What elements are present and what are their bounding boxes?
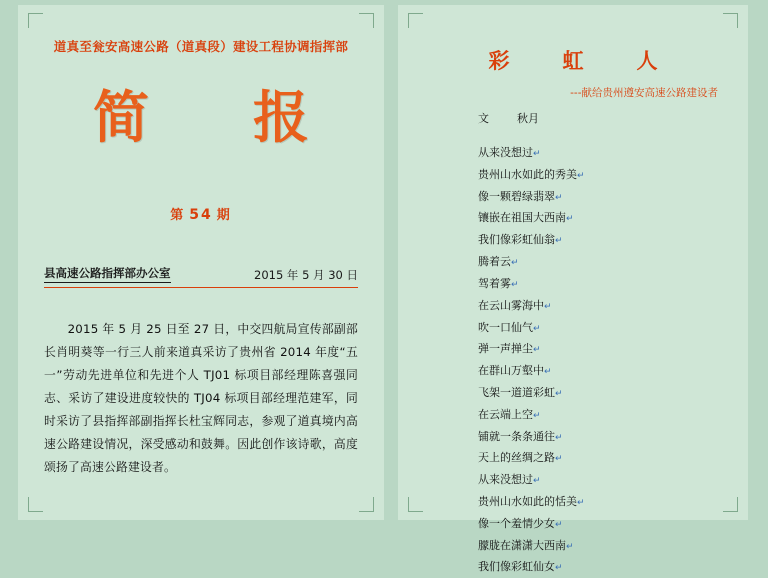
poem-line-text: 贵州山水如此的恬美 xyxy=(478,495,577,508)
poem-line-text: 天上的丝绸之路 xyxy=(478,451,555,465)
poem-line xyxy=(478,207,724,229)
poem-line xyxy=(478,295,724,317)
poem-line-text: 朦胧在潇潇大西南 xyxy=(478,538,566,552)
poem-line-text: 弹一声掸尘 xyxy=(478,342,533,356)
masthead-title: 道真至瓮安高速公路（道真段）建设工程协调指挥部 xyxy=(53,39,349,54)
poem-line xyxy=(478,186,724,208)
paragraph-mark-icon: ↵ xyxy=(533,345,541,356)
poem-line xyxy=(478,142,724,164)
author-name: 秋月 xyxy=(517,112,539,125)
poem-body xyxy=(422,142,724,578)
issue-line xyxy=(44,204,358,223)
poem-line-text: 在云端上空 xyxy=(478,407,533,421)
poem-line-text: 像一个羞情少女 xyxy=(478,516,555,530)
poem-subtitle: ---献给贵州遵安高速公路建设者 xyxy=(570,87,718,99)
paragraph-mark-icon: ↵ xyxy=(533,476,541,487)
poem-line-text: 在云山雾海中 xyxy=(478,298,544,312)
poem-line-text: 腾着云 xyxy=(478,255,511,269)
page-right xyxy=(398,5,748,574)
poem-line xyxy=(478,535,724,557)
paragraph-mark-icon: ↵ xyxy=(555,519,563,530)
poem-line xyxy=(478,426,724,448)
poem-line xyxy=(478,556,724,578)
paragraph-mark-icon: ↵ xyxy=(577,498,585,508)
paragraph-mark-icon: ↵ xyxy=(555,454,563,465)
crop-mark-top-right-icon xyxy=(723,13,738,28)
paragraph-mark-icon: ↵ xyxy=(511,279,519,290)
paragraph-mark-icon: ↵ xyxy=(511,258,519,269)
poem-line xyxy=(478,273,724,295)
page-gap xyxy=(384,0,398,525)
paragraph-mark-icon: ↵ xyxy=(555,192,563,203)
poem-line xyxy=(478,513,724,535)
poem-line-text: 像一颗碧绿翡翠 xyxy=(478,189,555,203)
paragraph-mark-icon: ↵ xyxy=(555,388,563,399)
crop-mark-bottom-left-icon xyxy=(28,497,43,512)
crop-mark-top-left-icon xyxy=(28,13,43,28)
author-label: 文 xyxy=(478,112,491,125)
poem-line-text: 驾着雾 xyxy=(478,276,511,290)
paragraph-mark-icon: ↵ xyxy=(566,214,574,225)
poem-line xyxy=(478,447,724,469)
crop-mark-top-left-icon xyxy=(408,13,423,28)
crop-mark-bottom-right-icon xyxy=(723,497,738,512)
paragraph-mark-icon: ↵ xyxy=(566,541,574,552)
poem-line-text: 从来没想过 xyxy=(478,473,533,487)
poem-line xyxy=(478,404,724,426)
paragraph-mark-icon: ↵ xyxy=(533,149,541,159)
poem-line xyxy=(478,338,724,360)
issue-number: 54 xyxy=(189,206,213,223)
bulletin-title: 简 报 xyxy=(93,85,333,151)
paragraph-mark-icon: ↵ xyxy=(555,432,563,443)
paragraph-mark-icon: ↵ xyxy=(533,323,541,334)
paragraph-mark-icon: ↵ xyxy=(544,367,552,378)
poem-line-text: 吹一口仙气 xyxy=(478,320,533,334)
poem-line xyxy=(478,469,724,491)
poem-line-text: 铺就一条条通往 xyxy=(478,429,555,443)
issuing-office: 县高速公路指挥部办公室 xyxy=(44,265,171,283)
poem-line-text: 飞架一道道彩虹 xyxy=(478,385,555,399)
poem-line-text: 从来没想过 xyxy=(478,146,533,159)
paragraph-mark-icon: ↵ xyxy=(555,236,563,247)
paragraph-mark-icon: ↵ xyxy=(577,170,585,181)
poem-line-text: 镶嵌在祖国大西南 xyxy=(478,211,566,225)
header-divider xyxy=(44,287,358,288)
poem-line xyxy=(478,251,724,273)
poem-line xyxy=(478,317,724,339)
poem-line xyxy=(478,164,724,186)
page-left xyxy=(18,5,384,520)
issue-date: 2015 年 5 月 30 日 xyxy=(254,267,358,282)
crop-mark-bottom-right-icon xyxy=(359,497,374,512)
issue-prefix: 第 xyxy=(170,207,186,223)
crop-mark-bottom-left-icon xyxy=(408,497,423,512)
poem-author xyxy=(422,110,724,126)
byline-row xyxy=(44,265,358,283)
poem-line-text: 我们像彩虹仙女 xyxy=(478,560,555,574)
poem-line xyxy=(478,360,724,382)
paragraph-mark-icon: ↵ xyxy=(533,410,541,421)
poem-line-text: 在群山万壑中 xyxy=(478,364,544,378)
body-paragraph: 2015 年 5 月 25 日至 27 日，中交四航局宣传部副部长肖明葵等一行三人前来道真采访了贵州省 2014 年度“五一”劳动先进单位和先进个人 TJ01 标项目部经理陈喜强同志、采访了建设进度较快的 TJ04 标项目部经理范建军，同时采访了县指挥部副指挥长杜宝辉同志，参观了道真境内高速公路建设情况，深受感动和鼓舞。因此创作该诗歌，高度颂扬了高速公路建设者。 xyxy=(44,321,358,474)
poem-line xyxy=(478,382,724,404)
poem-line-text: 我们像彩虹仙翁 xyxy=(478,233,555,247)
poem-line xyxy=(478,229,724,251)
poem-line-text: 贵州山水如此的秀美 xyxy=(478,167,577,181)
poem-title: 彩 虹 人 xyxy=(488,48,674,73)
issue-suffix: 期 xyxy=(216,207,232,223)
paragraph-mark-icon: ↵ xyxy=(555,563,563,574)
paragraph-mark-icon: ↵ xyxy=(544,301,552,312)
poem-line xyxy=(478,491,724,513)
crop-mark-top-right-icon xyxy=(359,13,374,28)
